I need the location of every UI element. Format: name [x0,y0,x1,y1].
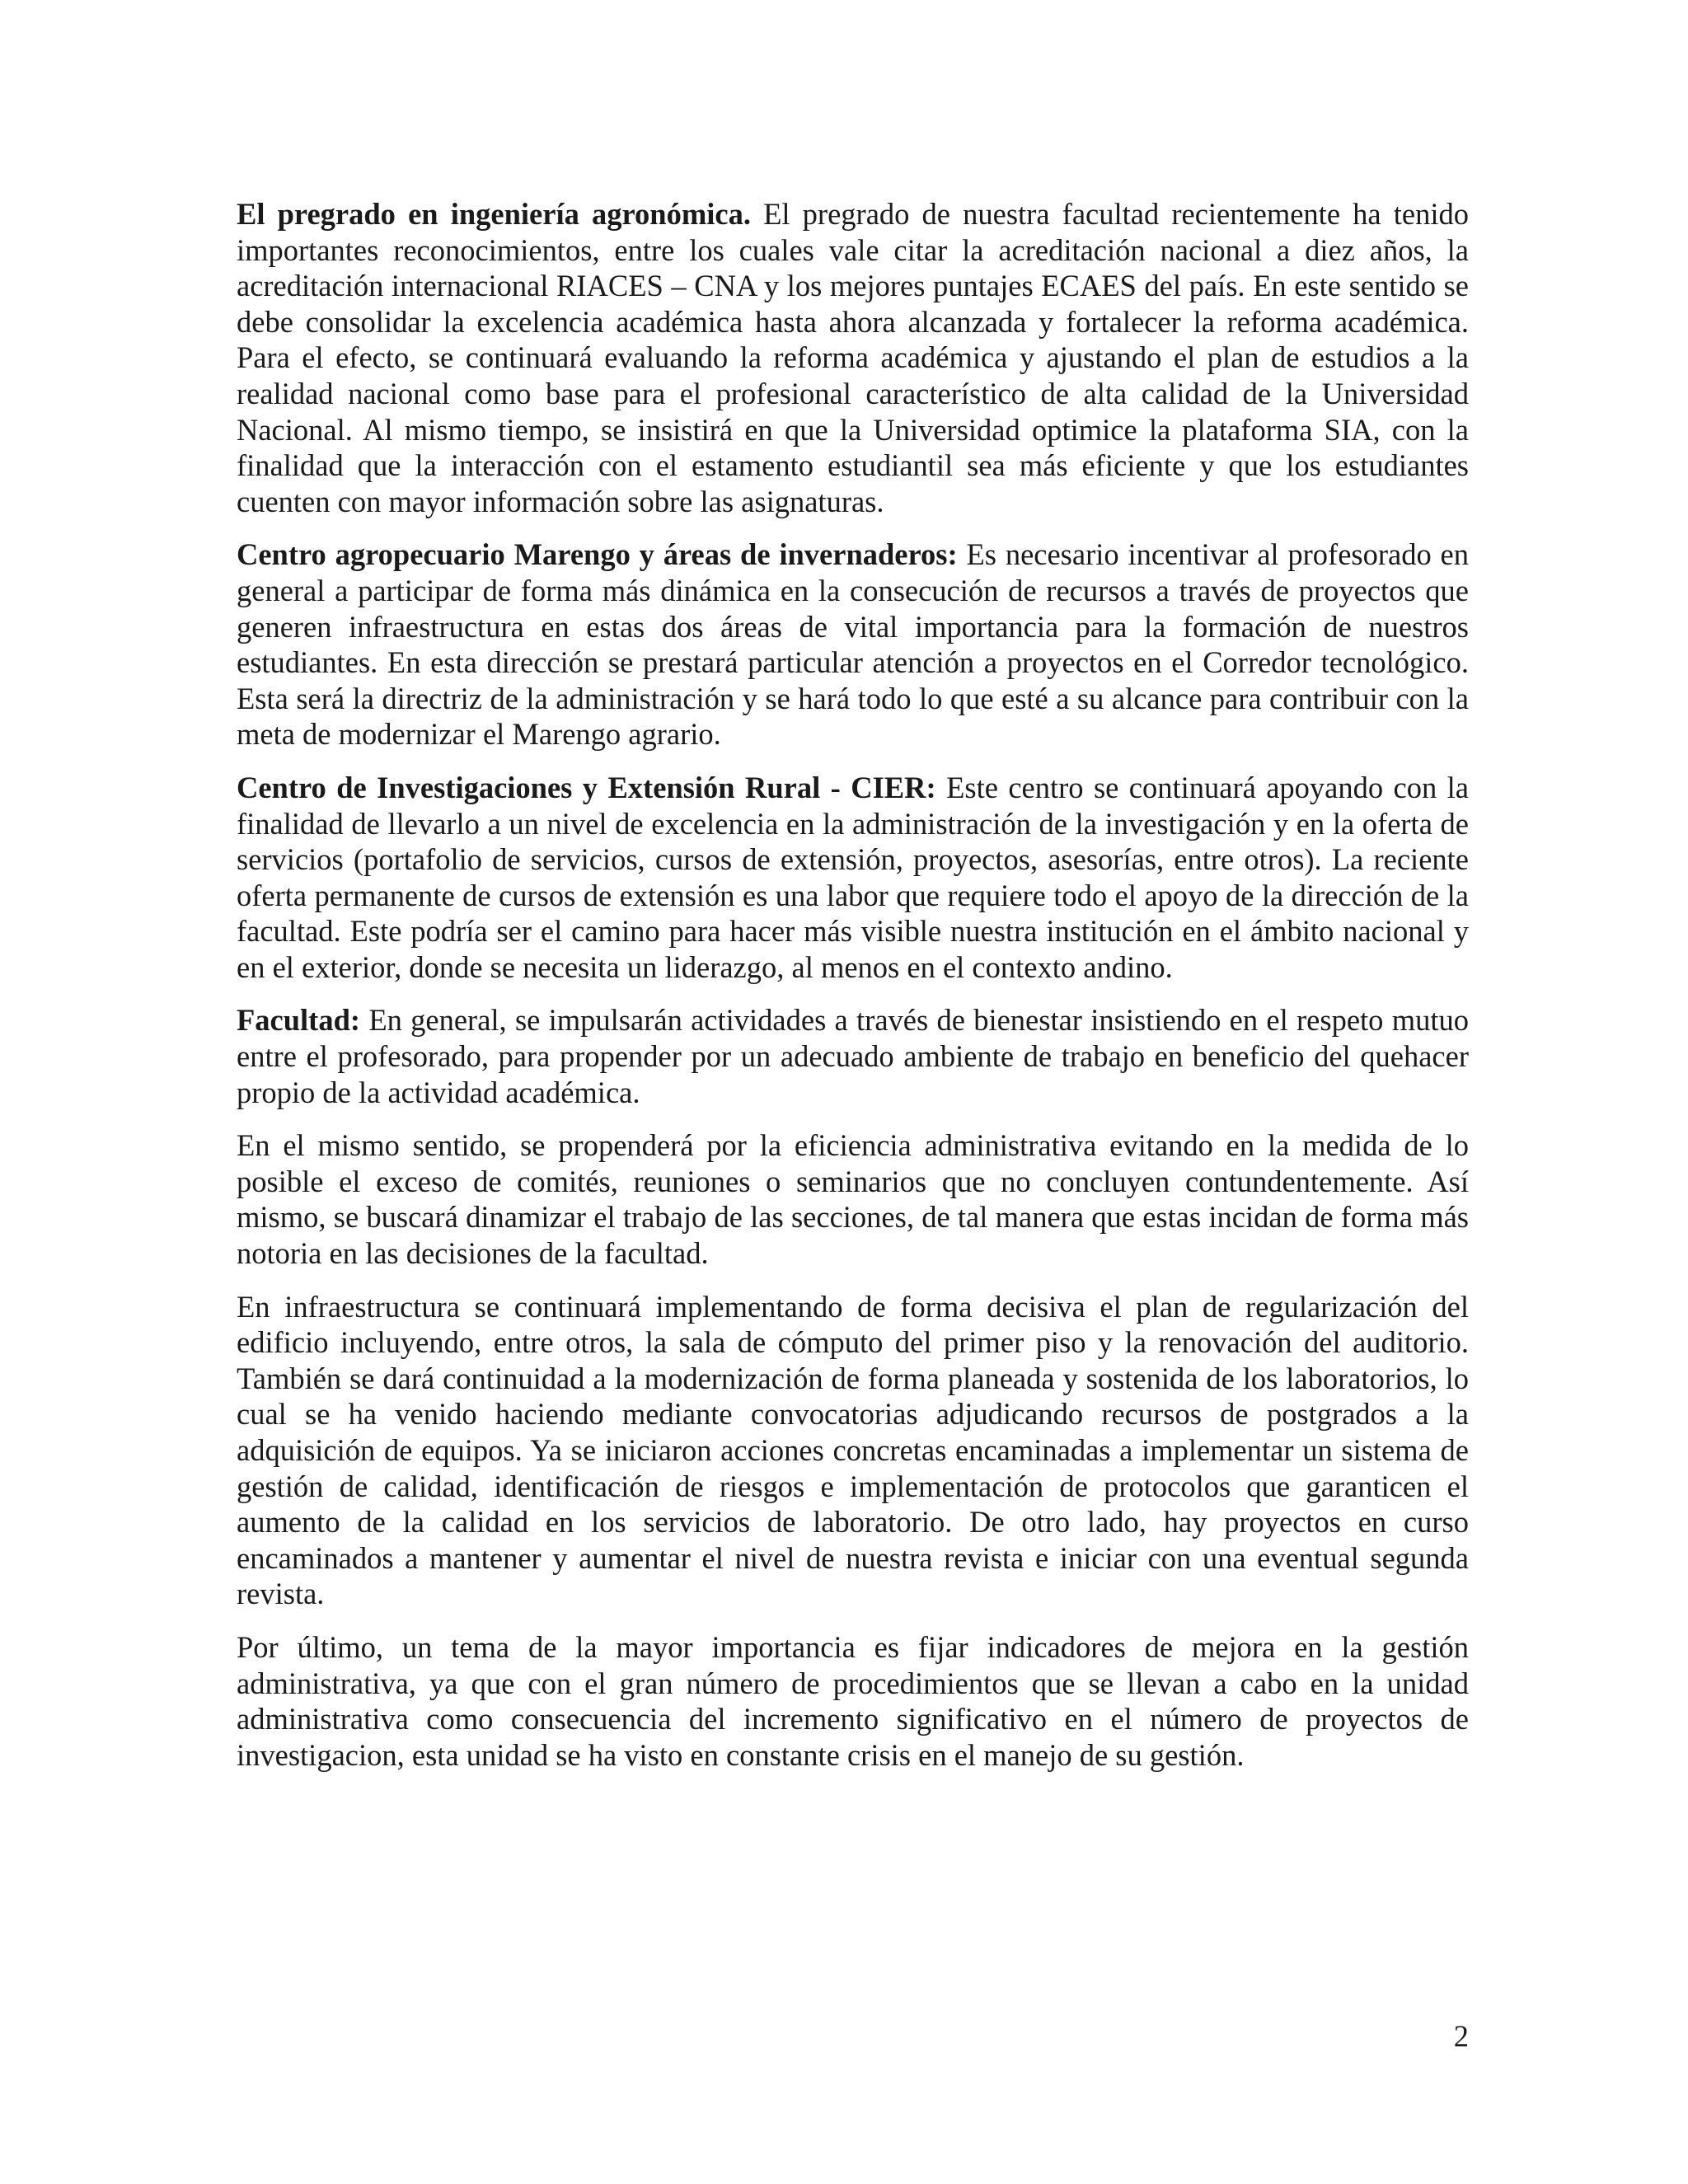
paragraph-text: En general, se impulsarán actividades a través de bienestar insistiendo en el respeto mutuo entre el profesorado, para propender por un adecuado ambiente de trabajo en beneficio del quehacer propio de la actividad académica. [237,1003,1469,1109]
paragraph-indicadores [237,1629,1469,1773]
paragraph-pregrado [237,196,1469,519]
paragraph-text: Este centro se continuará apoyando con la finalidad de llevarlo a un nivel de excelencia en la administración de la investigación y en la oferta de servicios (portafolio de servicios, cursos de extensión, proyectos, asesorías, entre otros). La reciente oferta permanente de cursos de extensión es una labor que requiere todo el apoyo de la dirección de la facultad. Este podría ser el camino para hacer más visible nuestra institución en el ámbito nacional y en el exterior, donde se necesita un liderazgo, al menos en el contexto andino. [237,770,1469,984]
paragraph-heading: Centro agropecuario Marengo y áreas de invernaderos: [237,537,958,572]
page-number: 2 [1453,2019,1469,2053]
paragraph-facultad [237,1002,1469,1110]
paragraph-text: El pregrado de nuestra facultad recientemente ha tenido importantes reconocimientos, entre los cuales vale citar la acreditación nacional a diez años, la acreditación internacional RIACES – CNA y los mejores puntajes ECAES del país. En este sentido se debe consolidar la excelencia académica hasta ahora alcanzada y fortalecer la reforma académica. Para el efecto, se continuará evaluando la reforma académica y ajustando el plan de estudios a la realidad nacional como base para el profesional característico de alta calidad de la Universidad Nacional. Al mismo tiempo, se insistirá en que la Universidad optimice la plataforma SIA, con la finalidad que la interacción con el estamento estudiantil sea más eficiente y que los estudiantes cuenten con mayor información sobre las asignaturas. [237,197,1469,518]
paragraph-cier [237,770,1469,986]
paragraph-text: En infraestructura se continuará implementando de forma decisiva el plan de regularización del edificio incluyendo, entre otros, la sala de cómputo del primer piso y la renovación del auditorio. También se dará continuidad a la modernización de forma planeada y sostenida de los laboratorios, lo cual se ha venido haciendo mediante convocatorias adjudicando recursos de postgrados a la adquisición de equipos. Ya se iniciaron acciones concretas encaminadas a implementar un sistema de gestión de calidad, identificación de riesgos e implementación de protocolos que garanticen el aumento de la calidad en los servicios de laboratorio. De otro lado, hay proyectos en curso encaminados a mantener y aumentar el nivel de nuestra revista e iniciar con una eventual segunda revista. [237,1289,1469,1611]
document-body [237,196,1469,1790]
paragraph-heading: Centro de Investigaciones y Extensión Rural - CIER: [237,770,936,804]
paragraph-infraestructura [237,1289,1469,1612]
paragraph-heading: El pregrado en ingeniería agronómica. [237,197,751,231]
paragraph-heading: Facultad: [237,1003,361,1038]
paragraph-marengo [237,537,1469,752]
paragraph-text: Por último, un tema de la mayor importancia es fijar indicadores de mejora en la gestión administrativa, ya que con el gran número de procedimientos que se llevan a cabo en la unidad administrativa como consecuencia del incremento significativo en el número de proyectos de investigacion, esta unidad se ha visto en constante crisis en el manejo de su gestión. [237,1629,1469,1772]
paragraph-text: Es necesario incentivar al profesorado en general a participar de forma más dinámica en la consecución de recursos a través de proyectos que generen infraestructura en estas dos áreas de vital importancia para la formación de nuestros estudiantes. En esta dirección se prestará particular atención a proyectos en el Corredor tecnológico. Esta será la directriz de la administración y se hará todo lo que esté a su alcance para contribuir con la meta de modernizar el Marengo agrario. [237,537,1470,752]
paragraph-text: En el mismo sentido, se propenderá por la eficiencia administrativa evitando en la medida de lo posible el exceso de comités, reuniones o seminarios que no concluyen contundentemente. Así mismo, se buscará dinamizar el trabajo de las secciones, de tal manera que estas incidan de forma más notoria en las decisiones de la facultad. [237,1128,1469,1271]
paragraph-eficiencia [237,1127,1469,1271]
